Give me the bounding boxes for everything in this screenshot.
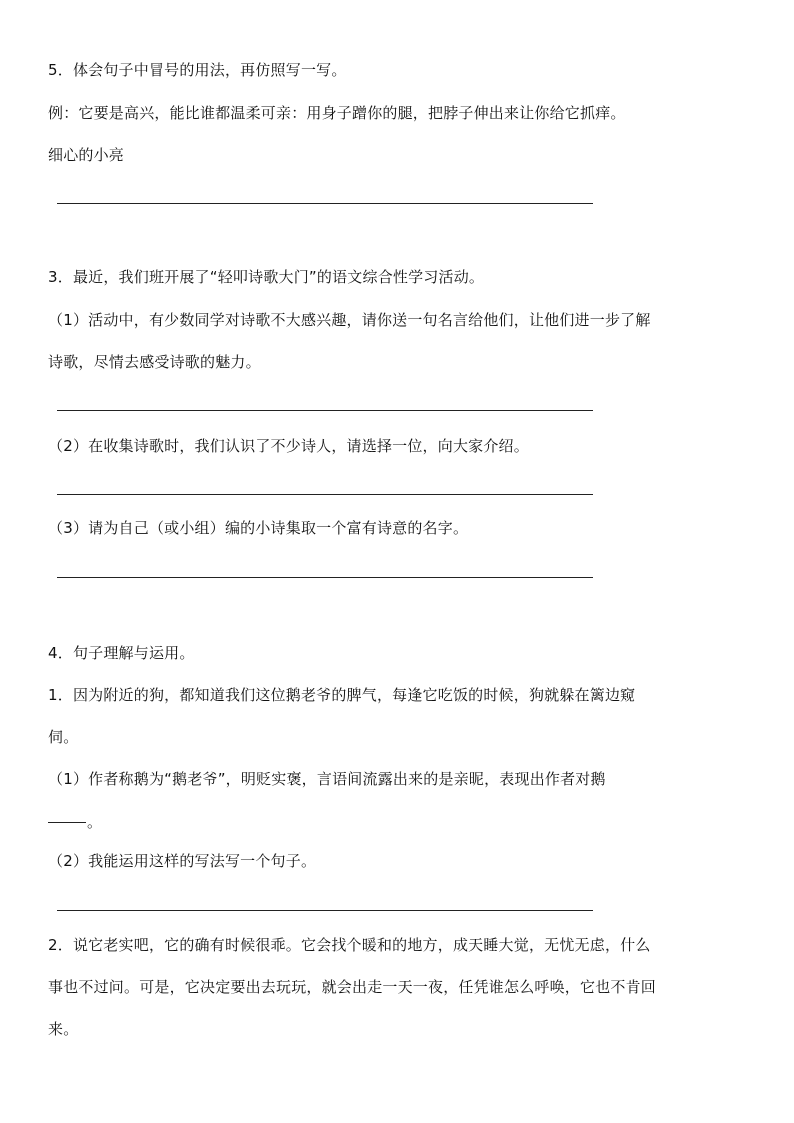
q5-example: 例：它要是高兴，能比谁都温柔可亲：用身子蹭你的腿，把脖子伸出来让你给它抓痒。 — [48, 104, 626, 122]
q5-prompt: 细心的小亮 — [48, 146, 125, 164]
q4-s1-part1-line2 — [48, 812, 102, 832]
q4-s1-part2-answer-line[interactable] — [57, 910, 593, 911]
q3-part2-answer-line[interactable] — [57, 494, 593, 495]
q3-title: 3．最近，我们班开展了“轻叩诗歌大门”的语文综合性学习活动。 — [48, 268, 485, 286]
q5-answer-line[interactable] — [57, 203, 593, 204]
q4-title: 4．句子理解与运用。 — [48, 644, 195, 662]
q3-part1-line2: 诗歌，尽情去感受诗歌的魅力。 — [48, 353, 261, 371]
q3-part3-answer-line[interactable] — [57, 577, 593, 578]
q4-s2-line2: 事也不过问。可是，它决定要出去玩玩，就会出走一天一夜，任凭谁怎么呼唤，它也不肯回 — [48, 978, 657, 996]
q3-part3: （3）请为自己（或小组）编的小诗集取一个富有诗意的名字。 — [48, 519, 469, 537]
q3-part1-line1: （1）活动中，有少数同学对诗歌不大感兴趣，请你送一句名言给他们，让他们进一步了解 — [48, 311, 651, 329]
q4-s1-part1-line1: （1）作者称鹅为“鹅老爷”，明贬实褒，言语间流露出来的是亲昵，表现出作者对鹅 — [48, 770, 606, 788]
q4-s2-line1: 2．说它老实吧，它的确有时候很乖。它会找个暖和的地方，成天睡大觉，无忧无虑，什么 — [48, 936, 651, 954]
q4-s2-line3: 来。 — [48, 1020, 79, 1038]
q3-part1-answer-line[interactable] — [57, 410, 593, 411]
q4-s1-line1: 1．因为附近的狗，都知道我们这位鹅老爷的脾气，每逢它吃饭的时候，狗就躲在篱边窥 — [48, 686, 636, 704]
q4-s1-part1-blank[interactable] — [48, 822, 86, 823]
q3-part2: （2）在收集诗歌时，我们认识了不少诗人，请选择一位，向大家介绍。 — [48, 437, 529, 455]
q4-s1-part2: （2）我能运用这样的写法写一个句子。 — [48, 852, 317, 870]
q4-s1-line2: 伺。 — [48, 728, 79, 746]
q4-s1-part1-end: 。 — [87, 813, 103, 831]
q5-title: 5．体会句子中冒号的用法，再仿照写一写。 — [48, 61, 347, 79]
